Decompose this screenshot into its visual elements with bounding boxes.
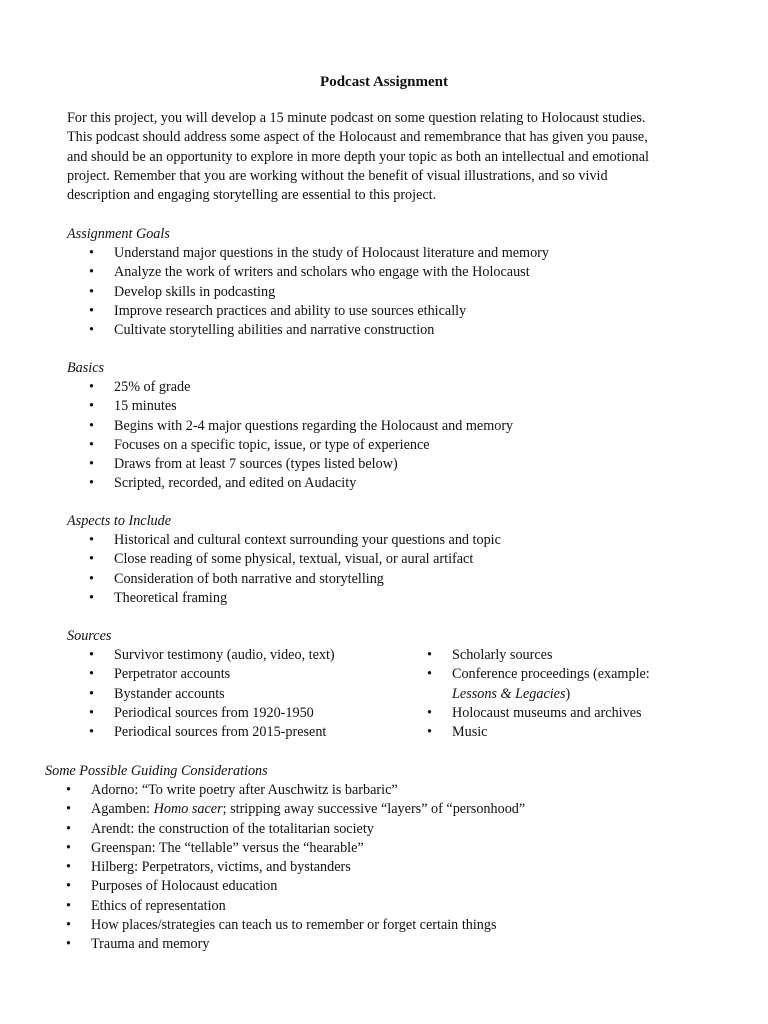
list-item (89, 397, 513, 416)
sources-list-left (89, 646, 335, 742)
list-item-text: 25% of grade (114, 379, 191, 395)
list-item-text: Holocaust museums and archives (452, 704, 642, 721)
bullet-icon: • (89, 398, 94, 415)
bullet-icon: • (66, 782, 71, 798)
list-item (89, 723, 335, 742)
list-item (89, 302, 549, 321)
bullet-icon: • (89, 704, 94, 721)
bullet-icon: • (89, 302, 94, 319)
intro-line: and should be an opportunity to explore in more depth your topic as both an intellectual and emotional (67, 148, 649, 165)
list-item-text: 15 minutes (114, 398, 177, 415)
list-item (89, 570, 501, 589)
list-item-text: Analyze the work of writers and scholars who engage with the Holocaust (114, 264, 530, 281)
list-item-text: Survivor testimony (audio, video, text) (114, 647, 335, 663)
intro-line: description and engaging storytelling are essential to this project. (67, 187, 437, 204)
list-item-text: Perpetrator accounts (114, 666, 231, 683)
list-item-text: Scholarly sources (452, 647, 553, 663)
list-item-text: Purposes of Holocaust education (91, 878, 278, 895)
bullet-icon: • (66, 859, 71, 876)
list-item-text: Adorno: “To write poetry after Auschwitz is barbaric” (91, 782, 398, 798)
list-item-text: Develop skills in podcasting (114, 283, 276, 300)
list-item-text-italic: Lessons & Legacies (452, 685, 566, 702)
list-item-text: Periodical sources from 2015-present (114, 724, 327, 741)
list-item (89, 263, 549, 282)
basics-list (89, 378, 513, 494)
considerations-list (66, 781, 525, 955)
bullet-icon: • (89, 532, 94, 548)
list-item-text: ) (565, 685, 571, 702)
bullet-icon: • (66, 839, 71, 856)
bullet-icon: • (66, 917, 71, 934)
bullet-icon: • (66, 801, 71, 818)
list-item-text: Cultivate storytelling abilities and narrative construction (114, 322, 435, 339)
bullet-icon: • (89, 245, 94, 261)
list-item-text: Consideration of both narrative and storytelling (114, 570, 384, 587)
list-item-text: Close reading of some physical, textual, visual, or aural artifact (114, 551, 474, 568)
list-item (66, 877, 525, 896)
list-item-text: ; stripping away successive “layers” of “personhood” (222, 801, 526, 818)
list-item-text: Theoretical framing (114, 589, 228, 606)
bullet-icon: • (89, 456, 94, 473)
bullet-icon: • (89, 264, 94, 281)
list-item-text: Understand major questions in the study of Holocaust literature and memory (114, 245, 549, 261)
sources-list-right (427, 646, 650, 742)
list-item-text: Improve research practices and ability to use sources ethically (114, 302, 467, 319)
bullet-icon: • (89, 475, 94, 492)
list-item-text: Draws from at least 7 sources (types listed below) (114, 456, 398, 473)
list-item-text: Begins with 2-4 major questions regarding the Holocaust and memory (114, 417, 514, 434)
bullet-icon: • (66, 820, 71, 837)
intro-line: This podcast should address some aspect of the Holocaust and remembrance that has given you pause, (67, 129, 648, 146)
basics-heading: Basics (67, 360, 105, 376)
bullet-icon: • (89, 283, 94, 300)
list-item (89, 244, 549, 263)
list-item-text: Scripted, recorded, and edited on Audacity (114, 475, 357, 492)
list-item (66, 858, 525, 877)
bullet-icon: • (66, 897, 71, 914)
sources-heading: Sources (67, 628, 112, 644)
bullet-icon: • (89, 417, 94, 434)
intro-paragraph (67, 109, 717, 205)
list-item (427, 665, 650, 704)
list-item-text: Conference proceedings (example: (452, 666, 650, 683)
bullet-icon: • (89, 570, 94, 587)
list-item (89, 417, 513, 436)
list-item (66, 820, 525, 839)
list-item-text: Focuses on a specific topic, issue, or type of experience (114, 436, 430, 453)
list-item-text: Arendt: the construction of the totalitarian society (91, 820, 374, 837)
bullet-icon: • (89, 551, 94, 568)
list-item (89, 474, 513, 493)
list-item (89, 685, 335, 704)
list-item-text: Trauma and memory (91, 936, 210, 953)
list-item (66, 781, 525, 800)
bullet-icon: • (89, 724, 94, 741)
list-item (66, 916, 525, 935)
list-item (427, 704, 650, 723)
list-item (89, 665, 335, 684)
list-item (66, 897, 525, 916)
bullet-icon: • (89, 436, 94, 453)
list-item (66, 935, 525, 954)
list-item (89, 646, 335, 665)
list-item-text: Music (452, 724, 488, 741)
bullet-icon: • (89, 322, 94, 339)
list-item (89, 550, 501, 569)
bullet-icon: • (89, 685, 94, 702)
list-item (89, 436, 513, 455)
list-item-text: Hilberg: Perpetrators, victims, and bystanders (91, 859, 351, 876)
bullet-icon: • (66, 936, 71, 953)
list-item-text: Periodical sources from 1920-1950 (114, 704, 314, 721)
list-item (89, 589, 501, 608)
list-item-text: Greenspan: The “tellable” versus the “hearable” (91, 839, 364, 856)
list-item-text: Bystander accounts (114, 685, 225, 702)
bullet-icon: • (427, 666, 432, 683)
list-item-text: Historical and cultural context surrounding your questions and topic (114, 532, 501, 548)
bullet-icon: • (427, 724, 432, 741)
list-item-text: Agamben: (91, 801, 154, 818)
considerations-heading: Some Possible Guiding Considerations (45, 763, 268, 779)
goals-list (89, 244, 549, 340)
list-item (89, 378, 513, 397)
list-item (427, 723, 650, 742)
bullet-icon: • (89, 589, 94, 606)
list-item (89, 283, 549, 302)
aspects-list (89, 531, 501, 608)
list-item-text: How places/strategies can teach us to remember or forget certain things (91, 917, 497, 934)
list-item-text: Ethics of representation (91, 897, 226, 914)
list-item (66, 800, 525, 819)
bullet-icon: • (89, 666, 94, 683)
intro-line: For this project, you will develop a 15 minute podcast on some question relating to Holocaust studies. (67, 110, 646, 126)
list-item-text-italic: Homo sacer (153, 801, 223, 818)
bullet-icon: • (427, 647, 432, 663)
bullet-icon: • (89, 647, 94, 663)
list-item (89, 321, 549, 340)
list-item (89, 531, 501, 550)
list-item (89, 704, 335, 723)
list-item (427, 646, 650, 665)
aspects-heading: Aspects to Include (67, 513, 172, 529)
page-title: Podcast Assignment (320, 74, 448, 90)
goals-heading: Assignment Goals (67, 226, 170, 242)
bullet-icon: • (89, 379, 94, 395)
bullet-icon: • (66, 878, 71, 895)
list-item (89, 455, 513, 474)
intro-line: project. Remember that you are working without the benefit of visual illustrations, and so vivid (67, 167, 608, 184)
bullet-icon: • (427, 704, 432, 721)
list-item (66, 839, 525, 858)
